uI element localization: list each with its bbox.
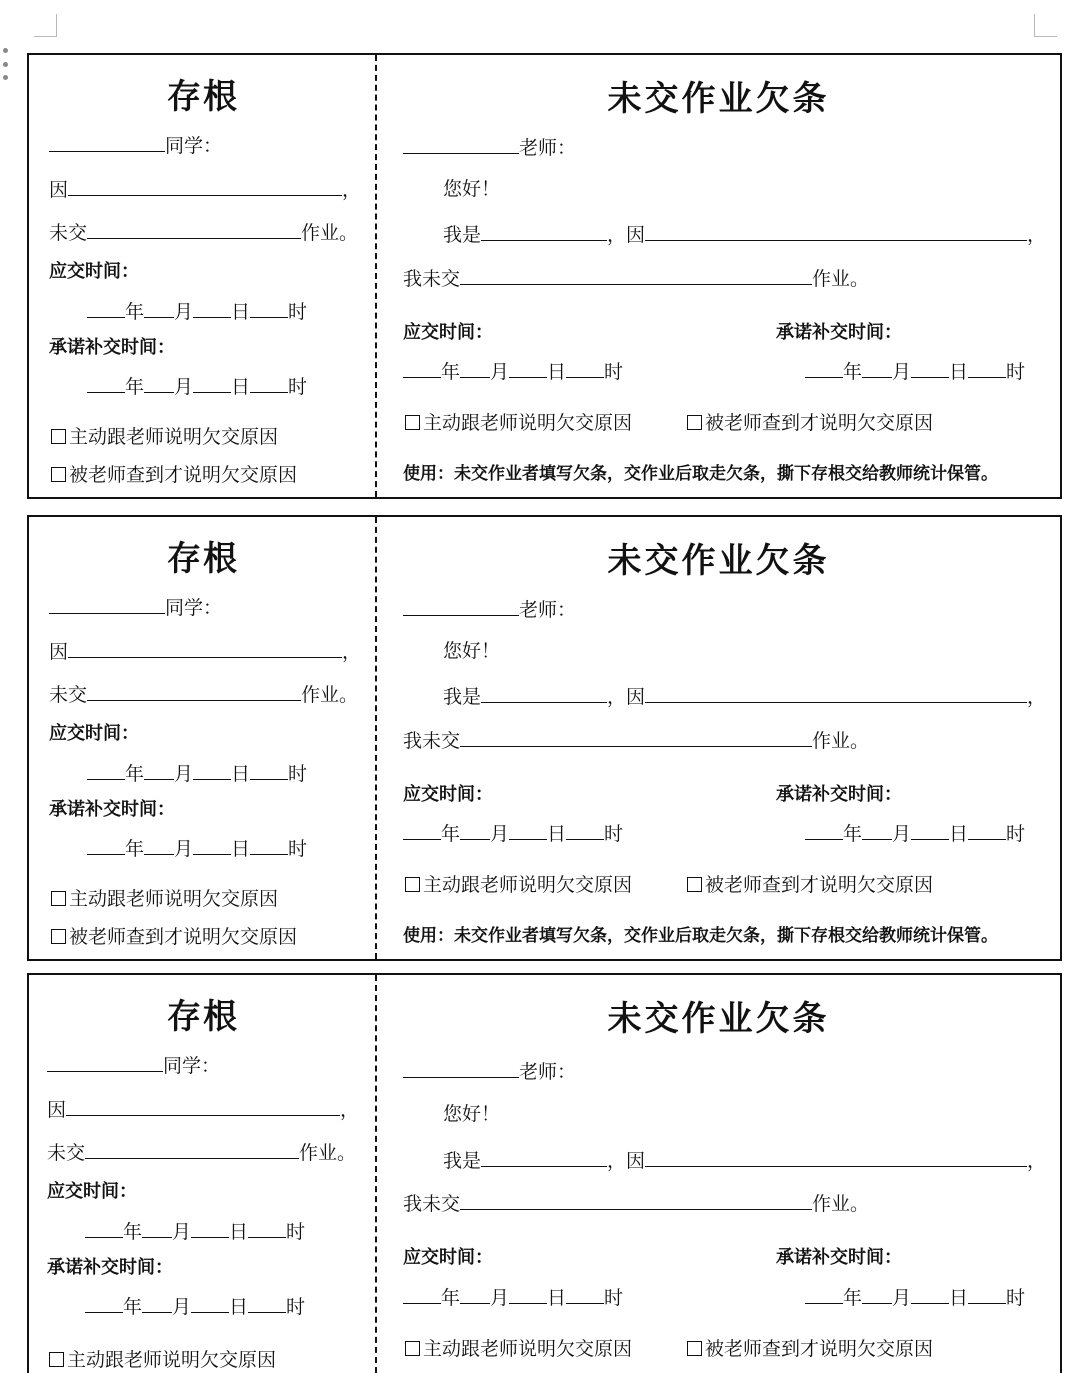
due-date-line: 年 月 日 时 [403,819,623,847]
year-blank[interactable] [805,357,843,378]
day-blank[interactable] [509,819,547,840]
day-blank[interactable] [193,297,231,318]
month-blank[interactable] [142,1217,172,1238]
stub-title: 存根 [167,997,239,1037]
reason-line: 因 ， [47,1095,359,1123]
crop-mark-top-left [34,14,57,37]
student-name-blank[interactable] [47,1051,163,1072]
hour-blank[interactable] [968,819,1006,840]
checkbox-icon[interactable] [687,877,702,892]
month-blank[interactable] [460,357,490,378]
promise-time-label: 承诺补交时间： [49,799,175,820]
stub-title: 存根 [167,77,239,117]
homework-blank[interactable] [460,1189,812,1210]
stub-section [29,517,377,959]
month-blank[interactable] [144,834,174,855]
homework-line: 我未交 作业。 [403,726,869,754]
student-name-line: 同学： [49,131,222,159]
year-blank[interactable] [805,1283,843,1304]
teacher-name-blank[interactable] [403,133,519,154]
promise-date-line: 年 月 日 时 [805,1283,1025,1311]
day-blank[interactable] [191,1292,229,1313]
hour-blank[interactable] [248,1217,286,1238]
hour-blank[interactable] [968,357,1006,378]
greeting: 您好！ [443,178,501,200]
iou-section [377,517,1060,959]
day-blank[interactable] [193,834,231,855]
due-time-label: 应交时间： [49,261,139,282]
reason-blank[interactable] [645,220,1027,241]
reason-blank[interactable] [645,682,1027,703]
promise-time-label: 承诺补交时间： [776,1247,902,1268]
student-name-blank[interactable] [49,593,165,614]
month-blank[interactable] [460,819,490,840]
due-date-line: 年 月 日 时 [403,357,623,385]
teacher-name-blank[interactable] [403,1057,519,1078]
teacher-name-line: 老师： [403,595,576,623]
day-blank[interactable] [509,1283,547,1304]
year-blank[interactable] [85,1292,123,1313]
hour-blank[interactable] [250,297,288,318]
usage-note: 使用：未交作业者填写欠条，交作业后取走欠条，撕下存根交给教师统计保管。 [403,464,998,484]
year-blank[interactable] [87,759,125,780]
crop-mark-top-right [1034,14,1057,37]
checkbox-icon[interactable] [51,929,66,944]
homework-line: 我未交 作业。 [403,1189,869,1217]
homework-blank[interactable] [85,1138,299,1159]
month-blank[interactable] [142,1292,172,1313]
option-caught[interactable]: 被老师查到才说明欠交原因 [687,872,933,898]
promise-time-label: 承诺补交时间： [776,322,902,343]
month-blank[interactable] [144,297,174,318]
student-name-blank[interactable] [49,131,165,152]
hour-blank[interactable] [566,819,604,840]
checkbox-icon[interactable] [51,891,66,906]
option-caught[interactable]: 被老师查到才说明欠交原因 [687,1336,933,1362]
hour-blank[interactable] [566,1283,604,1304]
stub-section [29,975,377,1373]
option-caught[interactable]: 被老师查到才说明欠交原因 [51,462,297,488]
homework-line: 未交 作业。 [47,1138,356,1166]
homework-blank[interactable] [460,264,812,285]
option-proactive[interactable]: 主动跟老师说明欠交原因 [405,872,632,898]
stub-title: 存根 [167,539,239,579]
hour-blank[interactable] [250,372,288,393]
checkbox-icon[interactable] [405,415,420,430]
homework-blank[interactable] [460,726,812,747]
month-blank[interactable] [862,1283,892,1304]
greeting: 您好！ [443,1103,501,1125]
day-blank[interactable] [193,759,231,780]
teacher-name-line: 老师： [403,1057,576,1085]
iou-title: 未交作业欠条 [607,79,830,119]
month-blank[interactable] [144,372,174,393]
due-date-line: 年 月 日 时 [87,297,307,325]
year-blank[interactable] [403,1283,441,1304]
day-blank[interactable] [911,357,949,378]
due-time-label: 应交时间： [403,1247,493,1268]
iou-slip-1 [27,53,1062,499]
hour-blank[interactable] [566,357,604,378]
margin-drag-handle-icon[interactable] [0,48,10,80]
promise-time-label: 承诺补交时间： [49,337,175,358]
hour-blank[interactable] [968,1283,1006,1304]
reason-blank[interactable] [68,637,342,658]
year-blank[interactable] [87,834,125,855]
name-blank[interactable] [481,682,607,703]
checkbox-icon[interactable] [687,415,702,430]
year-blank[interactable] [87,297,125,318]
due-time-label: 应交时间： [47,1181,137,1202]
option-proactive[interactable]: 主动跟老师说明欠交原因 [405,1336,632,1362]
greeting: 您好！ [443,640,501,662]
reason-blank[interactable] [645,1146,1027,1167]
homework-blank[interactable] [87,680,301,701]
hour-blank[interactable] [248,1292,286,1313]
promise-date-line: 年 月 日 时 [87,372,307,400]
day-blank[interactable] [191,1217,229,1238]
option-caught[interactable]: 被老师查到才说明欠交原因 [51,924,297,950]
option-proactive[interactable]: 主动跟老师说明欠交原因 [49,1347,276,1373]
month-blank[interactable] [460,1283,490,1304]
option-proactive[interactable]: 主动跟老师说明欠交原因 [405,410,632,436]
stub-section [29,55,377,497]
day-blank[interactable] [193,372,231,393]
year-blank[interactable] [403,357,441,378]
due-time-label: 应交时间： [403,784,493,805]
i-am-line: 我是 ，因 ， [443,1146,1046,1174]
promise-date-line: 年 月 日 时 [805,357,1025,385]
due-date-line: 年 月 日 时 [87,759,307,787]
homework-blank[interactable] [87,218,301,239]
day-blank[interactable] [911,819,949,840]
homework-line: 未交 作业。 [49,218,358,246]
day-blank[interactable] [911,1283,949,1304]
name-blank[interactable] [481,1146,607,1167]
i-am-line: 我是 ，因 ， [443,220,1046,248]
checkbox-icon[interactable] [405,877,420,892]
checkbox-icon[interactable] [51,467,66,482]
reason-blank[interactable] [66,1095,340,1116]
promise-date-line: 年 月 日 时 [805,819,1025,847]
month-blank[interactable] [862,357,892,378]
student-name-line: 同学： [49,593,222,621]
option-caught[interactable]: 被老师查到才说明欠交原因 [687,410,933,436]
promise-time-label: 承诺补交时间： [776,784,902,805]
usage-note: 使用：未交作业者填写欠条，交作业后取走欠条，撕下存根交给教师统计保管。 [403,926,998,946]
iou-slip-2 [27,515,1062,961]
checkbox-icon[interactable] [51,429,66,444]
checkbox-icon[interactable] [49,1352,64,1367]
due-time-label: 应交时间： [49,723,139,744]
reason-line: 因 ， [49,175,361,203]
due-date-line: 年 月 日 时 [403,1283,623,1311]
month-blank[interactable] [144,759,174,780]
name-blank[interactable] [481,220,607,241]
year-blank[interactable] [85,1217,123,1238]
teacher-name-line: 老师： [403,133,576,161]
student-name-line: 同学： [47,1051,220,1079]
iou-section [377,975,1060,1373]
checkbox-icon[interactable] [405,1341,420,1356]
due-time-label: 应交时间： [403,322,493,343]
promise-time-label: 承诺补交时间： [47,1257,173,1278]
iou-slip-3 [27,973,1062,1373]
iou-title: 未交作业欠条 [607,999,830,1039]
iou-title: 未交作业欠条 [607,541,830,581]
promise-date-line: 年 月 日 时 [87,834,307,862]
due-date-line: 年 月 日 时 [85,1217,305,1245]
option-proactive[interactable]: 主动跟老师说明欠交原因 [51,886,278,912]
reason-blank[interactable] [68,175,342,196]
year-blank[interactable] [403,819,441,840]
checkbox-icon[interactable] [687,1341,702,1356]
promise-date-line: 年 月 日 时 [85,1292,305,1320]
homework-line: 我未交 作业。 [403,264,869,292]
teacher-name-blank[interactable] [403,595,519,616]
i-am-line: 我是 ，因 ， [443,682,1046,710]
hour-blank[interactable] [250,834,288,855]
reason-line: 因 ， [49,637,361,665]
iou-section [377,55,1060,497]
hour-blank[interactable] [250,759,288,780]
year-blank[interactable] [805,819,843,840]
day-blank[interactable] [509,357,547,378]
year-blank[interactable] [87,372,125,393]
option-proactive[interactable]: 主动跟老师说明欠交原因 [51,424,278,450]
month-blank[interactable] [862,819,892,840]
homework-line: 未交 作业。 [49,680,358,708]
